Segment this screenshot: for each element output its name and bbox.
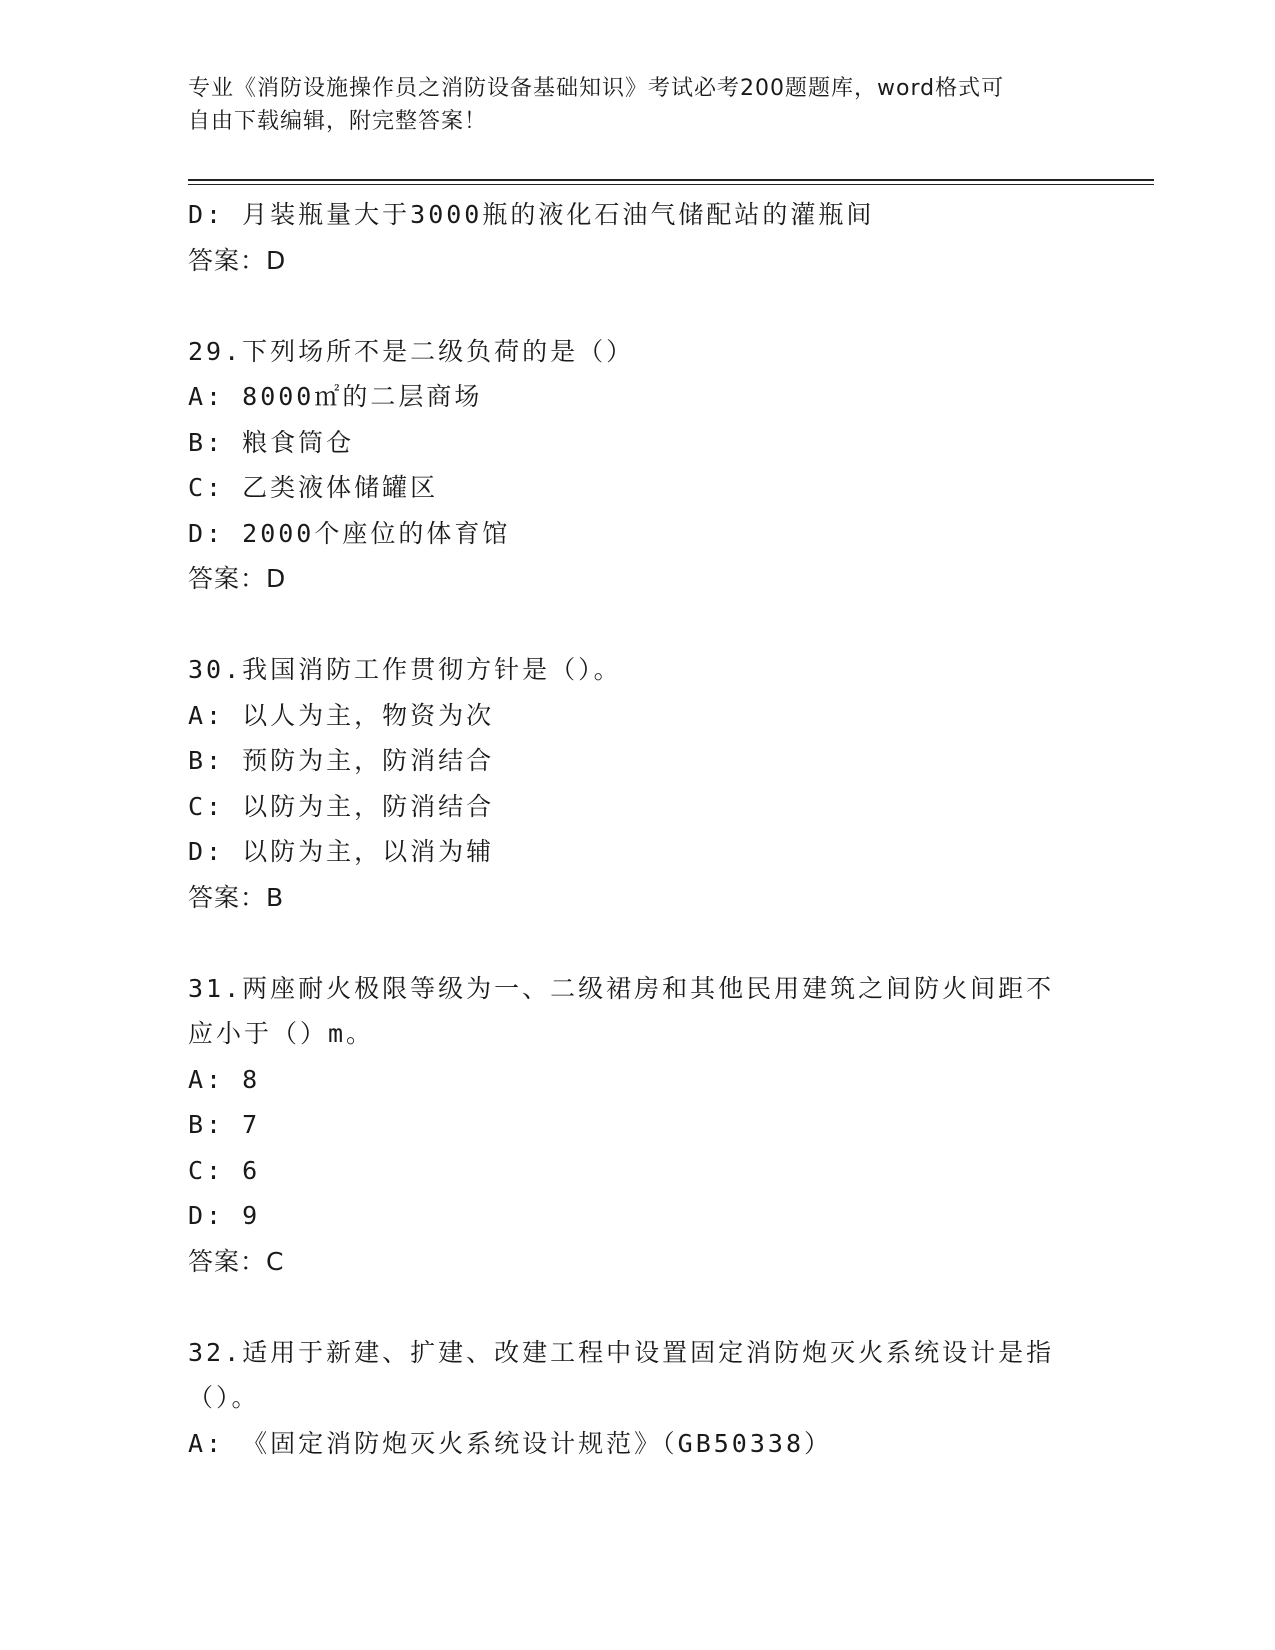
option-d: D: 9 (188, 1201, 261, 1230)
option-c: C: 以防为主，防消结合 (188, 791, 495, 821)
question-stem-line-2: （）。 (188, 1383, 260, 1412)
question-31 (188, 966, 1078, 1285)
question-stem-line-2: 应小于（）m。 (188, 1019, 375, 1048)
option-b: B: 粮食筒仓 (188, 427, 355, 457)
document-header (188, 72, 1068, 138)
question-stem-line-1: 31.两座耐火极限等级为一、二级裙房和其他民用建筑之间防火间距不 (188, 973, 1055, 1003)
question-28-tail (188, 192, 1078, 283)
question-stem: 30.我国消防工作贯彻方针是（）。 (188, 655, 622, 684)
answer-line: 答案：D (188, 245, 287, 275)
option-a: A: 以人为主，物资为次 (188, 700, 495, 730)
header-divider-thin (188, 184, 1154, 185)
header-divider-thick (188, 179, 1154, 181)
spacer (188, 283, 1078, 329)
answer-line: 答案：C (188, 1246, 285, 1276)
option-a: A: 《固定消防炮灭火系统设计规范》（GB50338） (188, 1428, 833, 1458)
spacer (188, 920, 1078, 966)
header-title-line-2: 自由下载编辑，附完整答案！ (188, 109, 488, 134)
answer-line: 答案：B (188, 882, 285, 912)
question-stem: 29.下列场所不是二级负荷的是（） (188, 336, 635, 366)
option-c: C: 6 (188, 1155, 261, 1185)
question-stem-line-1: 32.适用于新建、扩建、改建工程中设置固定消防炮灭火系统设计是指 (188, 1337, 1055, 1367)
option-b: B: 7 (188, 1110, 261, 1139)
option-a: A: 8 (188, 1064, 261, 1094)
option-d: D: 月装瓶量大于3000瓶的液化石油气储配站的灌瓶间 (188, 200, 875, 229)
question-30 (188, 647, 1078, 920)
option-a: A: 8000㎡的二层商场 (188, 382, 483, 411)
question-32 (188, 1330, 1078, 1467)
option-c: C: 乙类液体储罐区 (188, 473, 439, 502)
option-d: D: 2000个座位的体育馆 (188, 518, 511, 548)
option-d: D: 以防为主，以消为辅 (188, 837, 495, 866)
spacer (188, 602, 1078, 648)
question-29 (188, 329, 1078, 602)
spacer (188, 1284, 1078, 1330)
option-b: B: 预防为主，防消结合 (188, 746, 495, 775)
question-list (188, 192, 1078, 1466)
answer-line: 答案：D (188, 564, 287, 593)
header-title-line-1: 专业《消防设施操作员之消防设备基础知识》考试必考200题题库，word格式可 (188, 76, 1005, 101)
